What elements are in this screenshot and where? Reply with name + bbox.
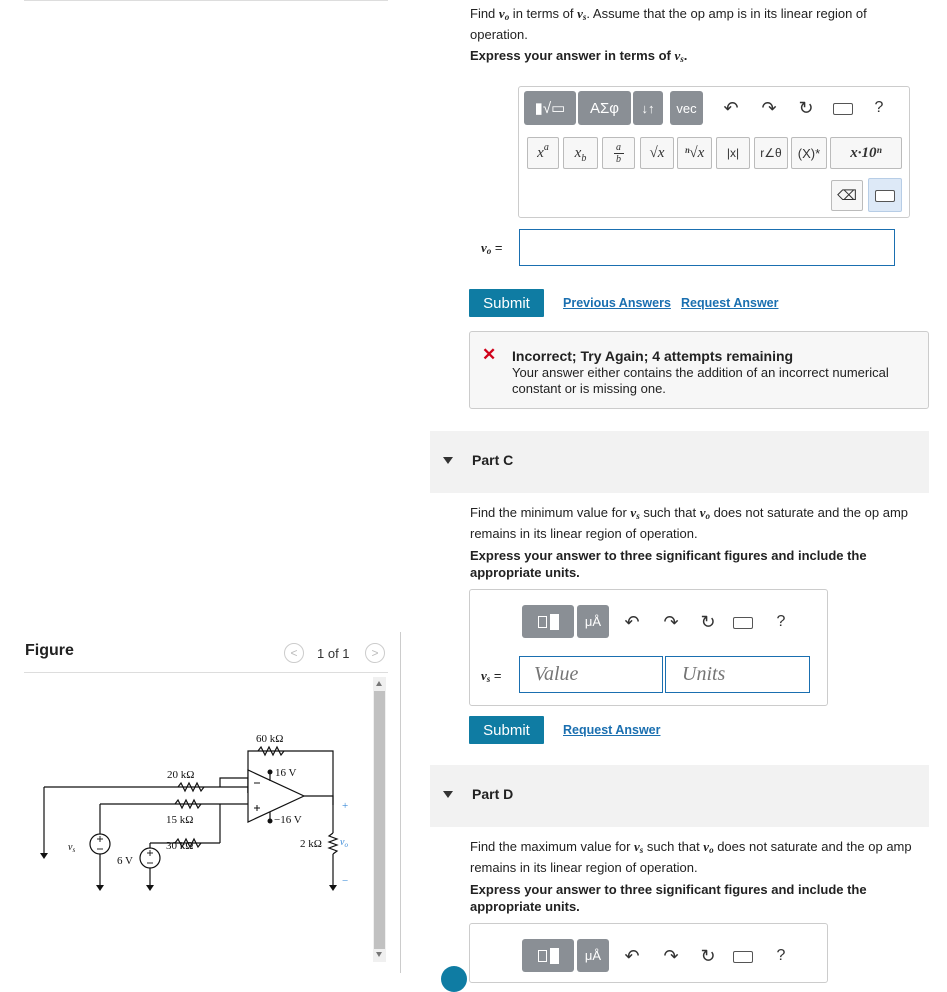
label-r20k: 20 kΩ <box>167 769 195 781</box>
output-wire <box>304 796 333 833</box>
label-vo: $v_o$ <box>340 837 348 849</box>
label-r60k: 60 kΩ <box>256 733 284 745</box>
nthroot-button[interactable] <box>677 137 712 169</box>
undo-icon[interactable]: ↶ <box>723 97 739 118</box>
scroll-thumb[interactable] <box>374 691 385 949</box>
chevron-left-icon: < <box>290 646 298 660</box>
ground-arrow-load <box>329 885 337 891</box>
templates-icon-block <box>550 614 559 630</box>
part-c-keyboard-icon[interactable] <box>733 617 753 629</box>
polar-button[interactable]: r∠θ <box>754 137 788 169</box>
part-c-templates-button[interactable] <box>522 605 574 638</box>
part-c-help-icon[interactable]: ? <box>776 613 786 630</box>
part-d-help-icon[interactable]: ? <box>776 947 786 964</box>
part-d-instruction: Express your answer to three significant figures and include the appropriate units. <box>470 882 867 914</box>
keyboard-toggle-icon <box>875 190 895 202</box>
inv-input-wire <box>220 778 248 787</box>
vs-answer-label: $v_s$ = <box>481 668 502 684</box>
vs-top-wire <box>44 787 248 793</box>
help-icon[interactable]: ? <box>874 99 884 116</box>
templates-icon: ▮√▭ <box>534 100 566 117</box>
figure-label: Figure <box>25 642 74 659</box>
sqrt-icon: √x <box>649 144 665 161</box>
label-r30k: 30 kΩ <box>166 840 194 852</box>
conjugate-button[interactable]: (X)* <box>791 137 827 169</box>
label-r15k: 15 kΩ <box>166 814 194 826</box>
arrows-icon: ↓↑ <box>641 100 655 116</box>
part-d-keyboard-icon[interactable] <box>733 951 753 963</box>
ground-arrow-left <box>40 853 48 859</box>
superscript-button[interactable]: x a <box>527 137 559 169</box>
fraction-button[interactable]: a b <box>602 137 635 169</box>
figure-header-divider <box>24 672 388 673</box>
figure-pager: 1 of 1 <box>317 646 350 661</box>
part-d-templates-button[interactable] <box>522 939 574 972</box>
figure-scrollbar[interactable] <box>373 677 386 962</box>
resistor-2k <box>329 833 337 854</box>
subscript-button[interactable]: x b <box>563 137 598 169</box>
ground-arrow-vs <box>96 885 104 891</box>
sqrt-button[interactable] <box>640 137 674 169</box>
part-c-undo-icon[interactable]: ↶ <box>624 611 640 632</box>
templates-icon <box>538 950 547 962</box>
templates-icon-block <box>550 948 559 964</box>
feedback-title: Incorrect; Try Again; 4 attempts remaining <box>512 348 794 364</box>
circuit-diagram <box>30 725 370 900</box>
feedback-body: Your answer either contains the addition of an incorrect numerical constant or is missing one. <box>512 365 889 396</box>
part-d-units-button[interactable]: μÅ <box>577 939 609 972</box>
part-c-title[interactable]: Part C <box>472 452 514 468</box>
label-vo-plus: + <box>342 800 349 812</box>
pane-splitter[interactable] <box>400 632 401 973</box>
feedback-box <box>469 331 929 409</box>
part-b-submit-button[interactable]: Submit <box>469 289 544 317</box>
vo-answer-input[interactable] <box>519 229 895 266</box>
scroll-up-arrow[interactable] <box>376 681 382 686</box>
part-d-redo-icon[interactable]: ↷ <box>663 945 679 966</box>
part-c-units-input[interactable] <box>665 656 810 693</box>
chevron-right-icon: > <box>371 646 379 660</box>
redo-icon[interactable]: ↷ <box>761 97 777 118</box>
backspace-icon: ⌫ <box>837 187 857 203</box>
label-vcc-pos: 16 V <box>275 767 297 779</box>
node-vcc-neg <box>268 819 273 824</box>
label-r2k: 2 kΩ <box>300 838 322 850</box>
part-b-question: Find $v_o$ in terms of $v_s$. Assume that the op amp is in its linear region of operation. <box>470 6 867 42</box>
previous-answers-link[interactable]: Previous Answers <box>563 296 671 310</box>
figure-prev-button[interactable] <box>284 643 304 663</box>
part-c-value-input[interactable] <box>519 656 663 693</box>
abs-button[interactable]: |x| <box>716 137 750 169</box>
part-d-caret-icon[interactable] <box>443 791 453 798</box>
part-b-request-answer-link[interactable]: Request Answer <box>681 296 779 310</box>
part-d-question: Find the maximum value for $v_s$ such that $v_o$ does not saturate and the op amp remains in its linear region of operation. <box>470 839 912 875</box>
label-vo-minus: − <box>342 875 349 887</box>
part-c-instruction: Express your answer to three significant figures and include the appropriate units. <box>470 548 867 580</box>
label-6v: 6 V <box>117 855 133 867</box>
ground-arrow-6v <box>146 885 154 891</box>
arrows-button[interactable] <box>633 91 663 125</box>
templates-icon <box>538 616 547 628</box>
templates-button[interactable] <box>524 91 576 125</box>
keyboard-icon[interactable] <box>833 103 853 115</box>
part-c-question: Find the minimum value for $v_s$ such that $v_o$ does not saturate and the op amp remains in its linear region of operation. <box>470 505 908 541</box>
part-c-reset-icon[interactable]: ↻ <box>700 611 716 632</box>
part-c-submit-button[interactable]: Submit <box>469 716 544 744</box>
label-vcc-neg: −16 V <box>274 814 302 826</box>
scroll-down-arrow[interactable] <box>376 952 382 957</box>
sci-notation-button[interactable]: x·10ⁿ <box>830 137 902 169</box>
greek-button[interactable]: ΑΣφ <box>578 91 631 125</box>
part-c-caret-icon[interactable] <box>443 457 453 464</box>
label-vs: $v_s$ <box>68 842 76 854</box>
reset-icon[interactable]: ↻ <box>798 97 814 118</box>
vo-answer-label: $v_o$ = <box>481 240 503 256</box>
vec-button[interactable]: vec <box>670 91 703 125</box>
delete-button[interactable] <box>831 180 863 211</box>
part-c-units-button[interactable]: μÅ <box>577 605 609 638</box>
figure-next-button[interactable] <box>365 643 385 663</box>
part-b-instruction: Express your answer in terms of $v_s$. <box>470 48 688 64</box>
node-vcc-pos <box>268 770 273 775</box>
part-d-title[interactable]: Part D <box>472 786 514 802</box>
part-d-reset-icon[interactable]: ↻ <box>700 945 716 966</box>
part-d-undo-icon[interactable]: ↶ <box>624 945 640 966</box>
keyboard-toggle-button[interactable] <box>868 178 902 212</box>
error-x-icon: ✕ <box>482 345 497 364</box>
part-c-redo-icon[interactable]: ↷ <box>663 611 679 632</box>
part-c-request-answer-link[interactable]: Request Answer <box>563 723 661 737</box>
left-top-divider <box>24 0 388 1</box>
floating-help-button[interactable] <box>441 966 467 992</box>
nthroot-icon: ⁿ√x <box>684 144 705 161</box>
